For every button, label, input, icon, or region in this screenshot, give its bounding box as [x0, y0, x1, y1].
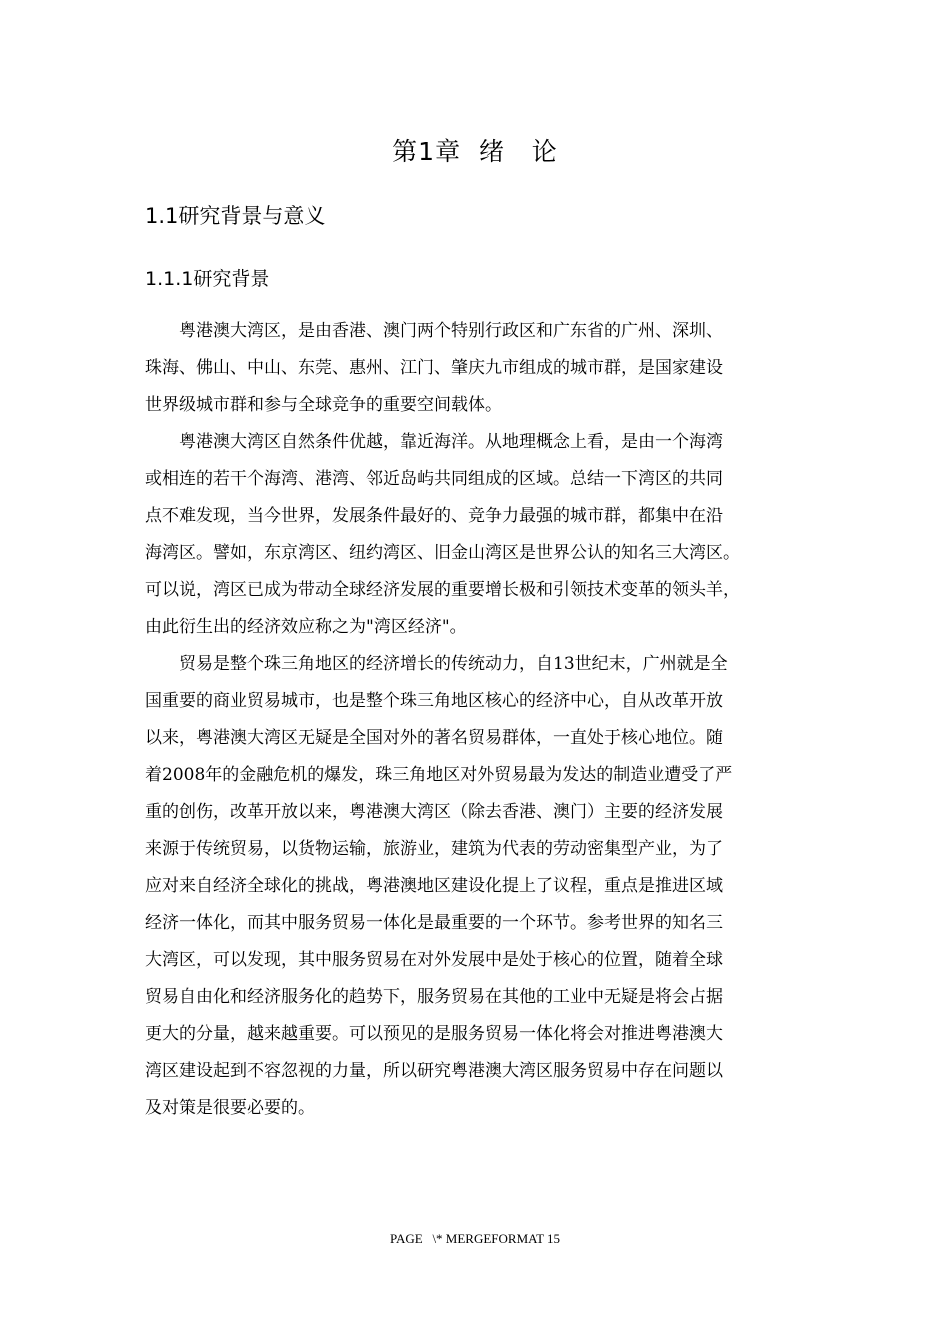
text-line: 点不难发现，当今世界，发展条件最好的、竞争力最强的城市群，都集中在沿: [145, 506, 723, 526]
text-line: 湾区建设起到不容忽视的力量，所以研究粤港澳大湾区服务贸易中存在问题以: [145, 1061, 723, 1081]
chapter-title: 第1章 绪 论: [392, 137, 558, 166]
paragraph: [145, 424, 820, 646]
section-heading: 1.1研究背景与意义: [145, 204, 326, 228]
text-line: 及对策是很要必要的。: [145, 1098, 315, 1118]
paragraph: [145, 646, 820, 1127]
body-text: [145, 313, 820, 1127]
text-line: 以来，粤港澳大湾区无疑是全国对外的著名贸易群体，一直处于核心地位。随: [145, 728, 723, 748]
text-line: 着2008年的金融危机的爆发，珠三角地区对外贸易最为发达的制造业遭受了严: [145, 765, 733, 785]
text-line: 经济一体化，而其中服务贸易一体化是最重要的一个环节。参考世界的知名三: [145, 913, 723, 933]
text-line: 粤港澳大湾区，是由香港、澳门两个特别行政区和广东省的广州、深圳、: [179, 321, 723, 341]
text-line: 应对来自经济全球化的挑战，粤港澳地区建设化提上了议程，重点是推进区域: [145, 876, 723, 896]
text-line: 来源于传统贸易，以货物运输，旅游业，建筑为代表的劳动密集型产业，为了: [145, 839, 723, 859]
text-line: 更大的分量，越来越重要。可以预见的是服务贸易一体化将会对推进粤港澳大: [145, 1024, 723, 1044]
text-line: 或相连的若干个海湾、港湾、邻近岛屿共同组成的区域。总结一下湾区的共同: [145, 469, 723, 489]
paragraph: [145, 313, 820, 424]
text-line: 海湾区。譬如，东京湾区、纽约湾区、旧金山湾区是世界公认的知名三大湾区。: [145, 543, 740, 563]
text-line: 珠海、佛山、中山、东莞、惠州、江门、肇庆九市组成的城市群，是国家建设: [145, 358, 723, 378]
text-line: 可以说，湾区已成为带动全球经济发展的重要增长极和引领技术变革的领头羊，: [145, 580, 740, 600]
text-line: 重的创伤，改革开放以来，粤港澳大湾区（除去香港、澳门）主要的经济发展: [145, 802, 723, 822]
subsection-heading: 1.1.1研究背景: [145, 268, 270, 290]
page-footer: PAGE \* MERGEFORMAT 15: [389, 1231, 561, 1246]
text-line: 大湾区，可以发现，其中服务贸易在对外发展中是处于核心的位置，随着全球: [145, 950, 723, 970]
text-line: 由此衍生出的经济效应称之为"湾区经济"。: [145, 617, 467, 637]
text-line: 贸易是整个珠三角地区的经济增长的传统动力，自13世纪末，广州就是全: [179, 654, 728, 674]
text-line: 贸易自由化和经济服务化的趋势下，服务贸易在其他的工业中无疑是将会占据: [145, 987, 723, 1007]
text-line: 国重要的商业贸易城市，也是整个珠三角地区核心的经济中心，自从改革开放: [145, 691, 723, 711]
text-line: 粤港澳大湾区自然条件优越，靠近海洋。从地理概念上看，是由一个海湾: [179, 432, 723, 452]
text-line: 世界级城市群和参与全球竞争的重要空间载体。: [145, 395, 502, 415]
